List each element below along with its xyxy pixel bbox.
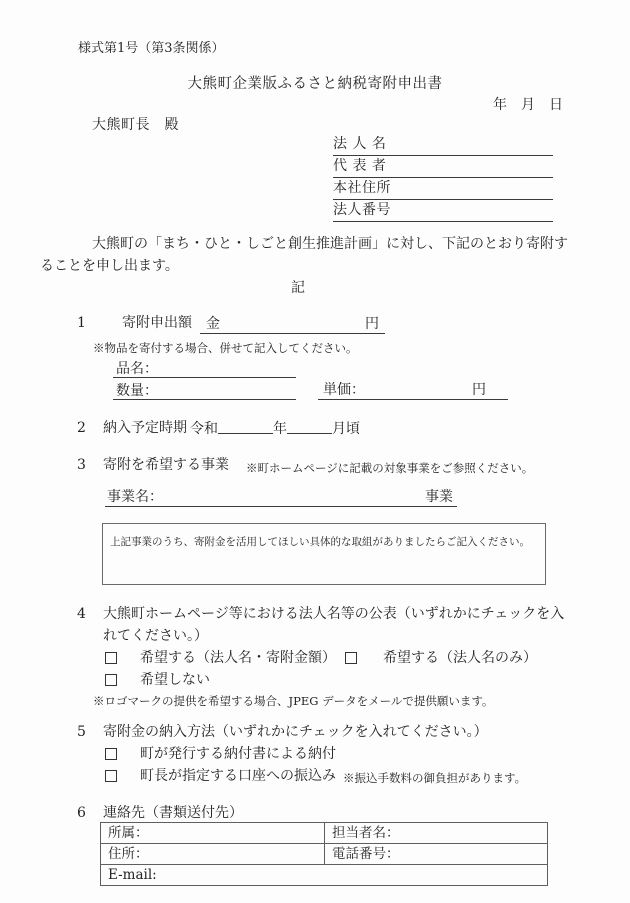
- era-label: 令和: [190, 421, 218, 437]
- project-name-field[interactable]: [105, 486, 457, 507]
- email-cell[interactable]: [101, 865, 547, 885]
- item-3-label: 寄附を希望する事業: [103, 457, 229, 473]
- contact-person-label: 担当者名：: [332, 825, 400, 841]
- phone-cell[interactable]: [324, 844, 547, 864]
- option-publish-name-amount-label: 希望する（法人名・寄附金額）: [140, 650, 336, 666]
- item-name-field[interactable]: [113, 358, 296, 378]
- option-payment-slip-label: 町が発行する納付書による納付: [140, 746, 336, 762]
- contact-person-cell[interactable]: [324, 823, 547, 843]
- phone-label: 電話番号：: [332, 846, 400, 862]
- preamble-line-2: ることを申し出ます。: [40, 258, 179, 274]
- preamble-line-1: 大熊町の「まち・ひと・しごと創生推進計画」に対し、下記のとおり寄附す: [92, 236, 568, 252]
- project-name-label: 事業名：: [107, 489, 163, 505]
- year-suffix-label: 年: [273, 421, 287, 437]
- contact-table-row-2: [101, 843, 547, 864]
- item-3-note: ※町ホームページに記載の対象事業をご参照ください。: [246, 461, 534, 475]
- logo-mark-note: ※ロゴマークの提供を希望する場合、JPEG データをメールで提供願います。: [93, 694, 494, 708]
- item-3-number: 3: [77, 457, 86, 473]
- checkbox-publish-name-amount[interactable]: [105, 652, 117, 664]
- email-label: E-mail:: [108, 867, 157, 883]
- item-1-number: 1: [77, 315, 86, 331]
- item-5-label: 寄附金の納入方法（いずれかにチェックを入れてください。）: [103, 724, 488, 740]
- item-5-number: 5: [77, 724, 86, 740]
- amount-prefix-label: 金: [206, 316, 220, 332]
- quantity-label: 数量：: [116, 383, 158, 399]
- section-marker-ki: 記: [291, 280, 305, 296]
- project-detail-box[interactable]: [102, 523, 546, 585]
- item-6-number: 6: [77, 805, 86, 821]
- option-publish-none-label: 希望しない: [140, 672, 210, 688]
- contact-table: [100, 822, 548, 886]
- field-head-office-address[interactable]: [333, 178, 553, 200]
- item-4-label-line-1: 大熊町ホームページ等における法人名等の公表（いずれかにチェックを入: [103, 606, 565, 622]
- unit-price-suffix-label: 円: [472, 382, 486, 398]
- item-name-label: 品名：: [116, 361, 158, 377]
- item-4-label-line-2: れてください。）: [103, 628, 208, 644]
- department-cell[interactable]: [101, 823, 324, 843]
- checkbox-publish-name-only[interactable]: [345, 652, 357, 664]
- quantity-field[interactable]: [113, 380, 296, 400]
- checkbox-bank-transfer[interactable]: [105, 770, 117, 782]
- field-corporate-number[interactable]: [333, 200, 553, 222]
- address-label: 住所：: [108, 846, 149, 862]
- field-corporate-name[interactable]: [333, 134, 553, 156]
- date-placeholder: 年 月 日: [493, 97, 563, 113]
- form-number-label: 様式第1号（第3条関係）: [78, 41, 225, 56]
- corporate-name-label: 法 人 名: [333, 136, 387, 152]
- option-publish-name-only-label: 希望する（法人名のみ）: [383, 650, 537, 666]
- item-2-number: 2: [77, 420, 86, 436]
- transfer-fee-note: ※振込手数料の御負担があります。: [343, 771, 527, 785]
- checkbox-publish-none[interactable]: [105, 674, 117, 686]
- payment-timing-line: [190, 420, 360, 438]
- amount-suffix-label: 円: [365, 316, 379, 332]
- goods-donation-note: ※物品を寄付する場合、併せて記入してください。: [93, 341, 358, 355]
- field-representative[interactable]: [333, 156, 553, 178]
- unit-price-field[interactable]: [318, 380, 508, 400]
- addressee-label: 大熊町長 殿: [92, 117, 179, 133]
- representative-label: 代 表 者: [333, 158, 387, 174]
- contact-table-row-1: [101, 823, 547, 843]
- item-2-label: 納入予定時期: [103, 420, 187, 436]
- checkbox-payment-slip[interactable]: [105, 748, 117, 760]
- corporate-fields-block: [333, 134, 553, 222]
- month-blank-field[interactable]: [287, 420, 332, 434]
- item-4-number: 4: [77, 606, 86, 622]
- department-label: 所属：: [108, 825, 149, 841]
- document-title: 大熊町企業版ふるさと納税寄附申出書: [187, 76, 443, 92]
- item-1-label: 寄附申出額: [122, 315, 192, 331]
- year-blank-field[interactable]: [218, 420, 273, 434]
- corporate-number-label: 法人番号: [333, 202, 391, 218]
- project-detail-box-text: 上記事業のうち、寄附金を活用してほしい具体的な取組がありましたらご記入ください。: [110, 536, 530, 548]
- item-6-label: 連絡先（書類送付先）: [103, 805, 243, 821]
- option-bank-transfer-label: 町長が指定する口座への振込み: [140, 768, 336, 784]
- amount-field[interactable]: [200, 313, 385, 334]
- project-suffix-label: 事業: [425, 489, 453, 505]
- contact-table-row-3: [101, 864, 547, 885]
- unit-price-label: 単価：: [323, 382, 365, 398]
- month-suffix-label: 月頃: [332, 421, 360, 437]
- head-office-address-label: 本社住所: [333, 180, 391, 196]
- address-cell[interactable]: [101, 844, 324, 864]
